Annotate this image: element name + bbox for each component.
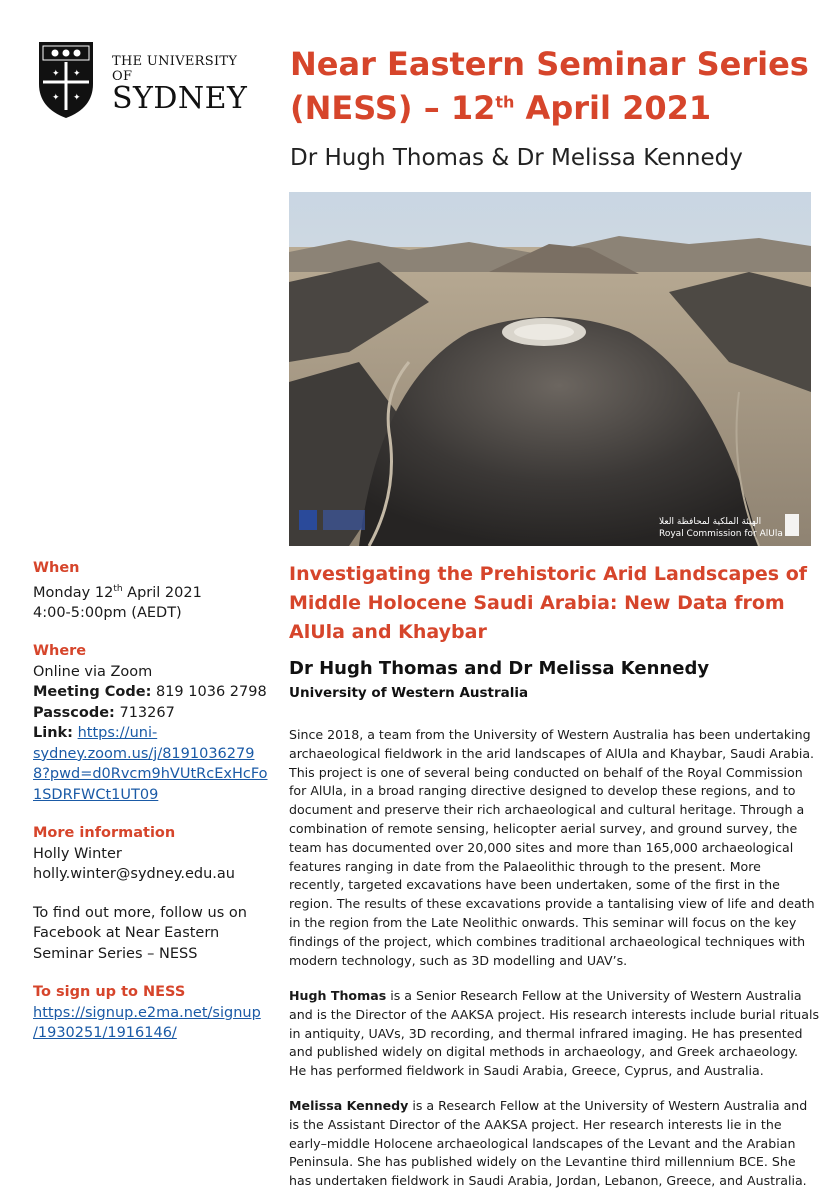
speaker-affiliation: University of Western Australia bbox=[289, 685, 529, 701]
passcode-label: Passcode: bbox=[33, 704, 115, 721]
facebook-line1: To find out more, follow us on bbox=[33, 904, 247, 921]
bio1-name: Hugh Thomas bbox=[289, 988, 387, 1003]
svg-text:✦: ✦ bbox=[52, 93, 60, 103]
meeting-code-label: Meeting Code: bbox=[33, 684, 152, 701]
facebook-line2: Facebook at Near Eastern bbox=[33, 925, 220, 942]
university-crest-icon bbox=[35, 38, 97, 120]
talk-speakers: Dr Hugh Thomas and Dr Melissa Kennedy bbox=[289, 658, 710, 679]
when-section bbox=[33, 558, 278, 623]
university-wordmark bbox=[112, 54, 247, 114]
zoom-link-row bbox=[33, 723, 278, 744]
more-info-heading: More information bbox=[33, 825, 176, 842]
talk-abstract: Since 2018, a team from the University of Western Australia has been undertaking archaeological fieldwork in the arid landscapes of AlUla and Khaybar, Saudi Arabia. This project is one of several being conducted on behalf of the Royal Commission for AlUla, in a broad ranging directive designed to develop these regions, and to document and preserve their rich archaeological and cultural heritage. Through a combination of remote sensing, helicopter aerial survey, and ground survey, the team has documented over 20,000 sites and more than 165,000 archaeological features ranging in date from the Palaeolithic through to the present. More recently, targeted excavations have been undertaken, some of the first in the region. The results of these excavations provide a tantalising view of life and death in the region from the Late Neolithic onwards. This seminar will focus on the key findings of the project, which combines traditional archaeological techniques with modern technology, such as 3D modelling and UAV’s. bbox=[289, 727, 815, 968]
event-date-pre: Monday 12 bbox=[33, 584, 114, 601]
event-details-sidebar bbox=[33, 558, 278, 1062]
where-online: Online via Zoom bbox=[33, 663, 153, 680]
event-date-post: April 2021 bbox=[122, 584, 202, 601]
where-heading: Where bbox=[33, 643, 87, 660]
svg-text:✦: ✦ bbox=[73, 69, 81, 79]
zoom-link-part1[interactable]: https://uni- bbox=[77, 725, 158, 742]
when-heading: When bbox=[33, 560, 80, 576]
photo-caption-arabic: الهيئة الملكية لمحافظة العلا bbox=[659, 517, 762, 527]
title-part1: Near Eastern Seminar Series (NESS) – 12 bbox=[290, 45, 809, 127]
title-sup: th bbox=[495, 92, 515, 112]
bio2-text: is a Research Fellow at the University of Western Australia and is the Assistant Director of the AAKSA project. Her research interests lie in the early–middle Holocene archaeological landscapes of the Levant and the Arabian Peninsula. She has published widely on the Levantine third millennium BCE. She has undertaken fieldwork in Saudi Arabia, Jordan, Lebanon, Greece, and Australia. bbox=[289, 1098, 808, 1189]
contact-name: Holly Winter bbox=[33, 845, 122, 862]
talk-title: Investigating the Prehistoric Arid Landscapes of Middle Holocene Saudi Arabia: New Data from AlUla and Khaybar bbox=[289, 563, 808, 643]
landscape-photo bbox=[289, 192, 811, 546]
meeting-code bbox=[33, 682, 278, 703]
zoom-link-part3[interactable]: 8?pwd=d0Rvcm9hVUtRcExHcFo bbox=[33, 766, 268, 783]
page-title bbox=[290, 42, 820, 130]
university-logo bbox=[35, 38, 248, 120]
signup-link-part2[interactable]: /1930251/1916146/ bbox=[33, 1025, 177, 1042]
more-info-section bbox=[33, 823, 278, 885]
wordmark-line2: SYDNEY bbox=[112, 81, 248, 116]
svg-text:✦: ✦ bbox=[73, 93, 81, 103]
event-time: 4:00-5:00pm (AEDT) bbox=[33, 604, 182, 621]
volcanic-crater-image bbox=[289, 192, 811, 546]
zoom-link-part4[interactable]: 1SDRFWCt1UT09 bbox=[33, 786, 159, 803]
contact-email[interactable]: holly.winter@sydney.edu.au bbox=[33, 866, 235, 883]
wordmark-line1: THE UNIVERSITY OF bbox=[112, 54, 238, 84]
meeting-code-value: 819 1036 2798 bbox=[151, 684, 267, 701]
event-date bbox=[33, 579, 278, 603]
svg-text:✦: ✦ bbox=[52, 69, 60, 79]
where-section bbox=[33, 641, 278, 805]
passcode bbox=[33, 703, 278, 724]
bio1-text: is a Senior Research Fellow at the University of Western Australia and is the Director of the AAKSA project. His research interests include burial rituals in antiquity, UAVs, 3D recording, and thermal infrared imaging. He has presented and published widely on digital methods in archaeology, and Greek archaeology. He has performed fieldwork in Saudi Arabia, Greece, Cyprus, and Australia. bbox=[289, 988, 820, 1079]
signup-section bbox=[33, 982, 278, 1044]
photo-caption-english: Royal Commission for AlUla bbox=[659, 529, 783, 539]
event-date-sup: th bbox=[113, 583, 123, 594]
passcode-value: 713267 bbox=[114, 704, 175, 721]
signup-link-part1[interactable]: https://signup.e2ma.net/signup bbox=[33, 1004, 261, 1021]
facebook-line3: Seminar Series – NESS bbox=[33, 945, 198, 962]
logo-mark-left bbox=[299, 510, 317, 530]
facebook-section bbox=[33, 903, 278, 965]
bio2-name: Melissa Kennedy bbox=[289, 1098, 409, 1113]
bio-melissa-kennedy bbox=[289, 1097, 819, 1191]
zoom-link-part2[interactable]: sydney.zoom.us/j/8191036279 bbox=[33, 745, 255, 762]
signup-heading: To sign up to NESS bbox=[33, 984, 186, 1001]
title-part2: April 2021 bbox=[514, 89, 712, 127]
bio-hugh-thomas bbox=[289, 987, 819, 1081]
presenters-subtitle: Dr Hugh Thomas & Dr Melissa Kennedy bbox=[290, 145, 743, 171]
link-label: Link: bbox=[33, 725, 73, 742]
